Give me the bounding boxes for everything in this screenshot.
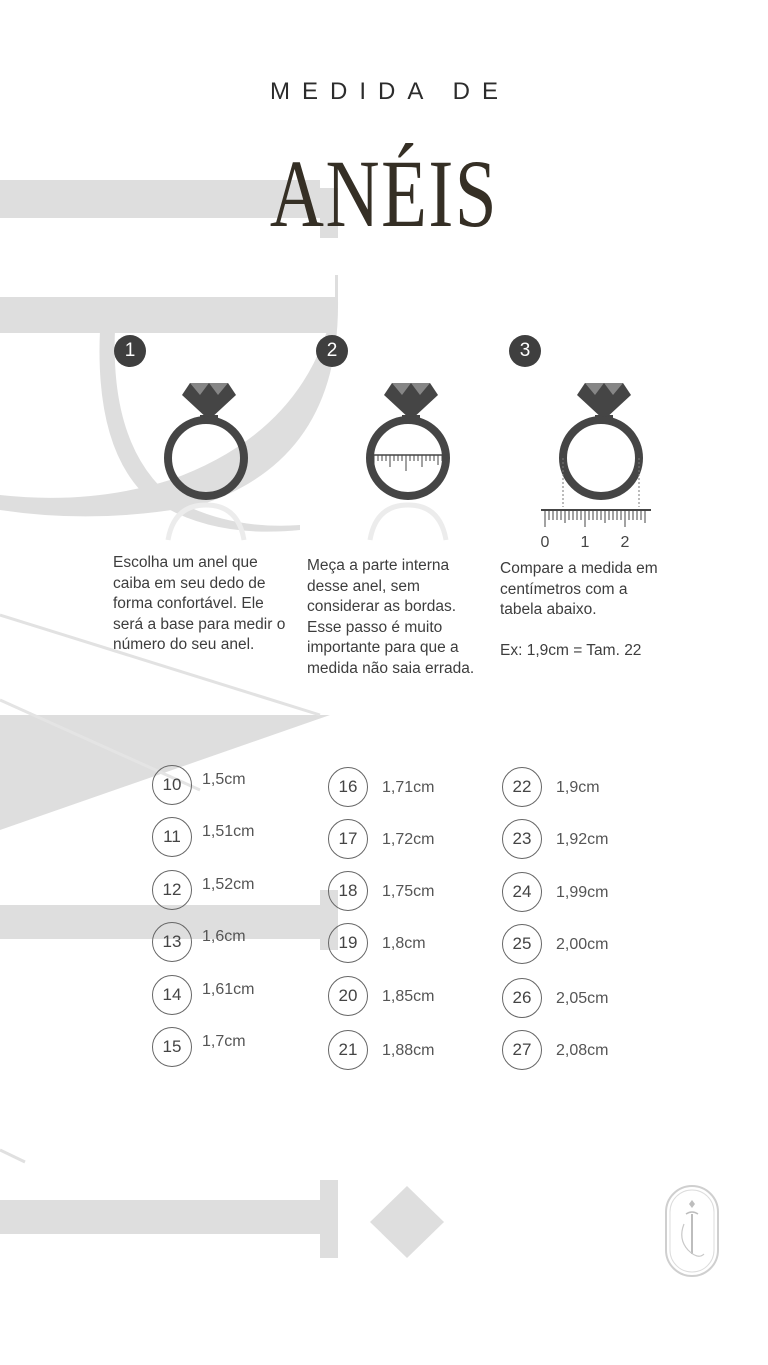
size-number: 14 [152, 975, 192, 1015]
size-number: 16 [328, 767, 368, 807]
size-cm: 1,9cm [556, 779, 600, 796]
size-number: 20 [328, 976, 368, 1016]
size-number: 13 [152, 922, 192, 962]
brand-monogram-icon [664, 1184, 720, 1278]
size-cm: 2,00cm [556, 936, 609, 953]
size-cm: 1,75cm [382, 883, 435, 900]
size-cm: 1,7cm [202, 1033, 246, 1050]
step-1-text: Escolha um anel que caiba em seu dedo de forma confortável. Ele será a base para medir o número do seu anel. [113, 554, 286, 653]
size-cm: 2,05cm [556, 990, 609, 1007]
pre-title: MEDIDA DE [269, 78, 511, 105]
size-number: 24 [502, 872, 542, 912]
size-number: 10 [152, 765, 192, 805]
size-number: 15 [152, 1027, 192, 1067]
step-number-badge: 2 [316, 335, 348, 367]
size-cm: 1,99cm [556, 884, 609, 901]
step-number-badge: 1 [114, 335, 146, 367]
size-cm: 1,61cm [202, 981, 255, 998]
size-cm: 1,6cm [202, 928, 246, 945]
size-number: 12 [152, 870, 192, 910]
size-number: 26 [502, 978, 542, 1018]
size-cm: 1,52cm [202, 876, 255, 893]
size-cm: 1,5cm [202, 771, 246, 788]
ring-ruler-icon [539, 355, 669, 555]
size-number: 25 [502, 924, 542, 964]
step-3-example: Ex: 1,9cm = Tam. 22 [500, 642, 642, 659]
size-cm: 1,88cm [382, 1042, 435, 1059]
size-cm: 1,8cm [382, 935, 426, 952]
size-number: 23 [502, 819, 542, 859]
step-2-text: Meça a parte interna desse anel, sem considerar as bordas. Esse passo é muito importante para que a medida não saia errada. [307, 557, 475, 677]
size-cm: 2,08cm [556, 1042, 609, 1059]
ring-measure-icon [346, 355, 476, 555]
ruler-label-0: 0 [540, 534, 550, 551]
size-cm: 1,92cm [556, 831, 609, 848]
size-number: 17 [328, 819, 368, 859]
ruler-label-1: 1 [580, 534, 590, 551]
ring-icon [144, 355, 274, 555]
step-3-text: Compare a medida em centímetros com a tabela abaixo. [500, 560, 658, 618]
size-number: 21 [328, 1030, 368, 1070]
step-number-badge: 3 [509, 335, 541, 367]
size-number: 19 [328, 923, 368, 963]
size-cm: 1,85cm [382, 988, 435, 1005]
size-number: 22 [502, 767, 542, 807]
size-cm: 1,51cm [202, 823, 255, 840]
size-cm: 1,72cm [382, 831, 435, 848]
page-title: ANÉIS [269, 140, 499, 247]
size-number: 11 [152, 817, 192, 857]
ruler-label-2: 2 [620, 534, 630, 551]
size-number: 18 [328, 871, 368, 911]
size-cm: 1,71cm [382, 779, 435, 796]
size-number: 27 [502, 1030, 542, 1070]
